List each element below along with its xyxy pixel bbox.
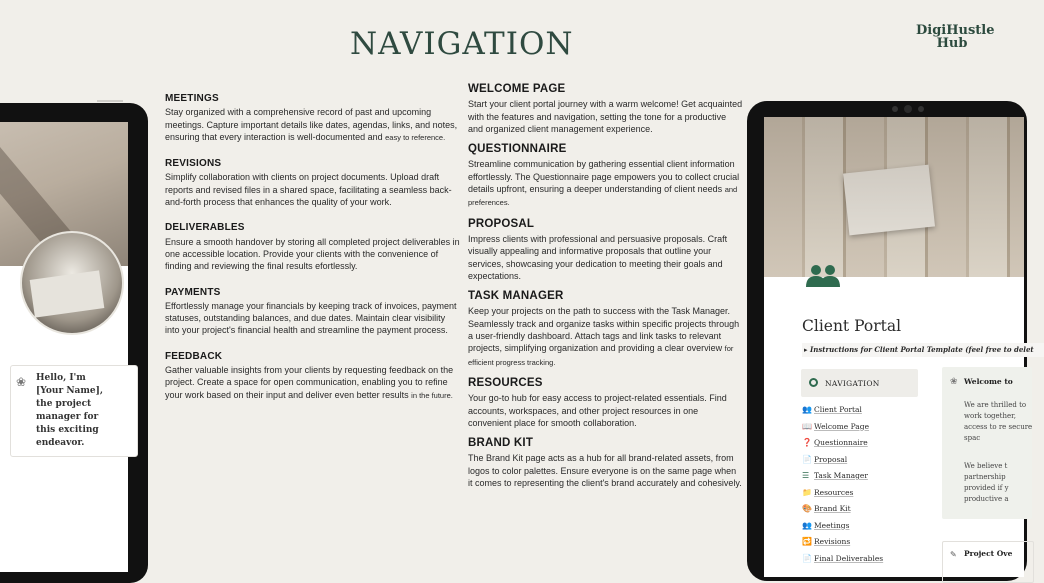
section-body: Gather valuable insights from your clients by requesting feedback on the project. Create a space for open communication, enabling you to refine your work based on their input and deliver even better results: [165, 365, 454, 400]
section-meetings: [165, 93, 460, 144]
section-tail: and preferences.: [468, 185, 738, 208]
nav-item-resources[interactable]: 📁 Resources: [802, 485, 883, 502]
section-body: Impress clients with professional and persuasive proposals. Craft visually appealing and informative proposals that outline your services, showcasing your dedication to meeting their goals and expectations.: [468, 233, 728, 281]
flower-icon: ❀: [16, 375, 27, 389]
right-tablet-screen: [764, 117, 1034, 577]
question-icon: ❓: [802, 438, 812, 447]
section-heading: PROPOSAL: [468, 217, 535, 230]
portal-nav-list: [802, 402, 883, 567]
section-body: Ensure a smooth handover by storing all completed project deliverables in one accessible location. Provide your clients with the convenience of finding and reviewing the final results efortlessly.: [165, 236, 460, 272]
list-icon: ☰: [802, 471, 810, 480]
section-task-manager: [468, 290, 743, 369]
section-heading: DELIVERABLES: [165, 222, 245, 234]
brand-logo-line2: Hub: [936, 36, 968, 51]
nav-item-questionnaire[interactable]: ❓ Questionnaire: [802, 435, 883, 452]
nav-item-welcome-page[interactable]: 📖 Welcome Page: [802, 419, 883, 436]
palette-icon: 🎨: [802, 504, 812, 513]
section-heading: REVISIONS: [165, 158, 222, 170]
section-body: Effortlessly manage your financials by keeping track of invoices, payment statuses, outstanding balances, and due dates. Maintain clear visibility into your project's financial health and streamline the payment process.: [165, 300, 457, 336]
welcome-paragraph-1: We are thrilled to work together, access to re secure spac: [964, 401, 1033, 442]
section-deliverables: [165, 222, 460, 272]
instructions-label: Instructions for Client Portal Template (feel free to delet: [809, 345, 1034, 354]
flower-icon: ❀: [950, 376, 958, 386]
section-body: Start your client portal journey with a warm welcome! Get acquainted with the features and navigation, setting the tone for a productive and organized client management experience.: [468, 99, 743, 134]
brand-logo-line1: DigiHustle: [916, 23, 995, 38]
instructions-toggle[interactable]: ▸ Instructions for Client Portal Template (feel free to delet: [802, 343, 1044, 357]
section-proposal: [468, 218, 743, 282]
group-icon: 👥: [802, 520, 812, 530]
repeat-icon: 🔁: [802, 537, 812, 546]
nav-heading: NAVIGATION: [825, 379, 880, 388]
right-description-column: [468, 83, 743, 497]
nav-item-final-deliverables[interactable]: 📄 Final Deliverables: [802, 551, 883, 568]
section-body: Keep your projects on the path to success with the Task Manager. Seamlessly track and organize tasks within specific projects through a user-friendly dashboard. Attach tags and link tasks to relevant projects, simplifying organization and providing a clear overview: [468, 306, 740, 354]
document-icon: 📄: [802, 454, 812, 464]
target-icon: [809, 378, 818, 387]
nav-item-task-manager[interactable]: ☰ Task Manager: [802, 468, 883, 485]
folder-icon: 📁: [802, 487, 812, 497]
nav-item-client-portal[interactable]: 👥 Client Portal: [802, 402, 883, 419]
pen-icon: ✎: [950, 550, 957, 559]
section-heading: FEEDBACK: [165, 350, 223, 362]
welcome-paragraph-2: We believe t partnership provided if y productive a: [964, 462, 1009, 503]
section-heading: QUESTIONNAIRE: [468, 143, 567, 156]
people-icon: [804, 263, 842, 295]
camera-dot: [892, 106, 898, 112]
section-body: Your go-to hub for easy access to project-related essentials. Find accounts, workspaces, and other project resources in one convenient place for smooth collaboration.: [468, 393, 727, 428]
book-icon: 📖: [802, 421, 812, 431]
nav-item-brand-kit[interactable]: 🎨 Brand Kit: [802, 501, 883, 518]
page-title: NAVIGATION: [350, 26, 574, 62]
section-heading: RESOURCES: [468, 376, 543, 389]
portal-title: Client Portal: [802, 317, 902, 335]
nav-item-revisions[interactable]: 🔁 Revisions: [802, 534, 883, 551]
section-heading: MEETINGS: [165, 93, 219, 104]
section-heading: PAYMENTS: [165, 286, 221, 298]
nav-item-meetings[interactable]: 👥 Meetings: [802, 518, 883, 535]
left-description-column: [165, 93, 460, 416]
people-icon: 👥: [802, 405, 812, 414]
section-tail: for efficient progress tracking.: [468, 344, 734, 367]
section-feedback: [165, 351, 460, 402]
section-tail: easy to reference.: [385, 132, 446, 142]
nav-item-proposal[interactable]: 📄 Proposal: [802, 452, 883, 469]
project-overview-heading: Project Ove: [964, 549, 1013, 558]
section-heading: BRAND KIT: [468, 437, 534, 450]
section-body: Stay organized with a comprehensive record of past and upcoming meetings. Capture important details like dates, agendas, links, and notes, ensuring that every interaction is well-documented and: [165, 107, 458, 142]
welcome-heading: Welcome to: [964, 377, 1013, 386]
camera-lens: [904, 105, 912, 113]
avatar: [20, 231, 124, 335]
brand-logo: [916, 23, 995, 51]
section-revisions: [165, 158, 460, 208]
section-body: Simplify collaboration with clients on project documents. Upload draft reports and revised files in a shared space, facilitating a seamless back-and-forth process that enhances the quality of your work.: [165, 172, 452, 208]
section-questionnaire: [468, 143, 743, 209]
section-payments: [165, 287, 460, 337]
intro-callout-text: Hello, I'm [Your Name], the project manager for this exciting endeavor.: [36, 373, 104, 448]
section-body: The Brand Kit page acts as a hub for all brand-related assets, from logos to color palettes. Ensure everyone is on the same page when it comes to representing the client's brand accurately and cohesively.: [468, 453, 742, 489]
page-icon: 📄: [802, 553, 812, 563]
left-tablet-screen: [0, 122, 128, 572]
section-tail: in the future.: [411, 390, 453, 400]
section-welcome-page: [468, 83, 743, 135]
section-heading: TASK MANAGER: [468, 290, 564, 303]
section-brand-kit: [468, 437, 743, 489]
section-resources: [468, 377, 743, 429]
section-body: Streamline communication by gathering essential client information effortlessly. The Questionnaire page empowers you to collect crucial details upfront, ensuring a deeper understanding of client needs: [468, 159, 740, 195]
tablet-speaker: [97, 100, 123, 102]
section-heading: WELCOME PAGE: [468, 83, 566, 95]
camera-dot: [918, 106, 924, 112]
project-overview-callout: [942, 541, 1034, 583]
